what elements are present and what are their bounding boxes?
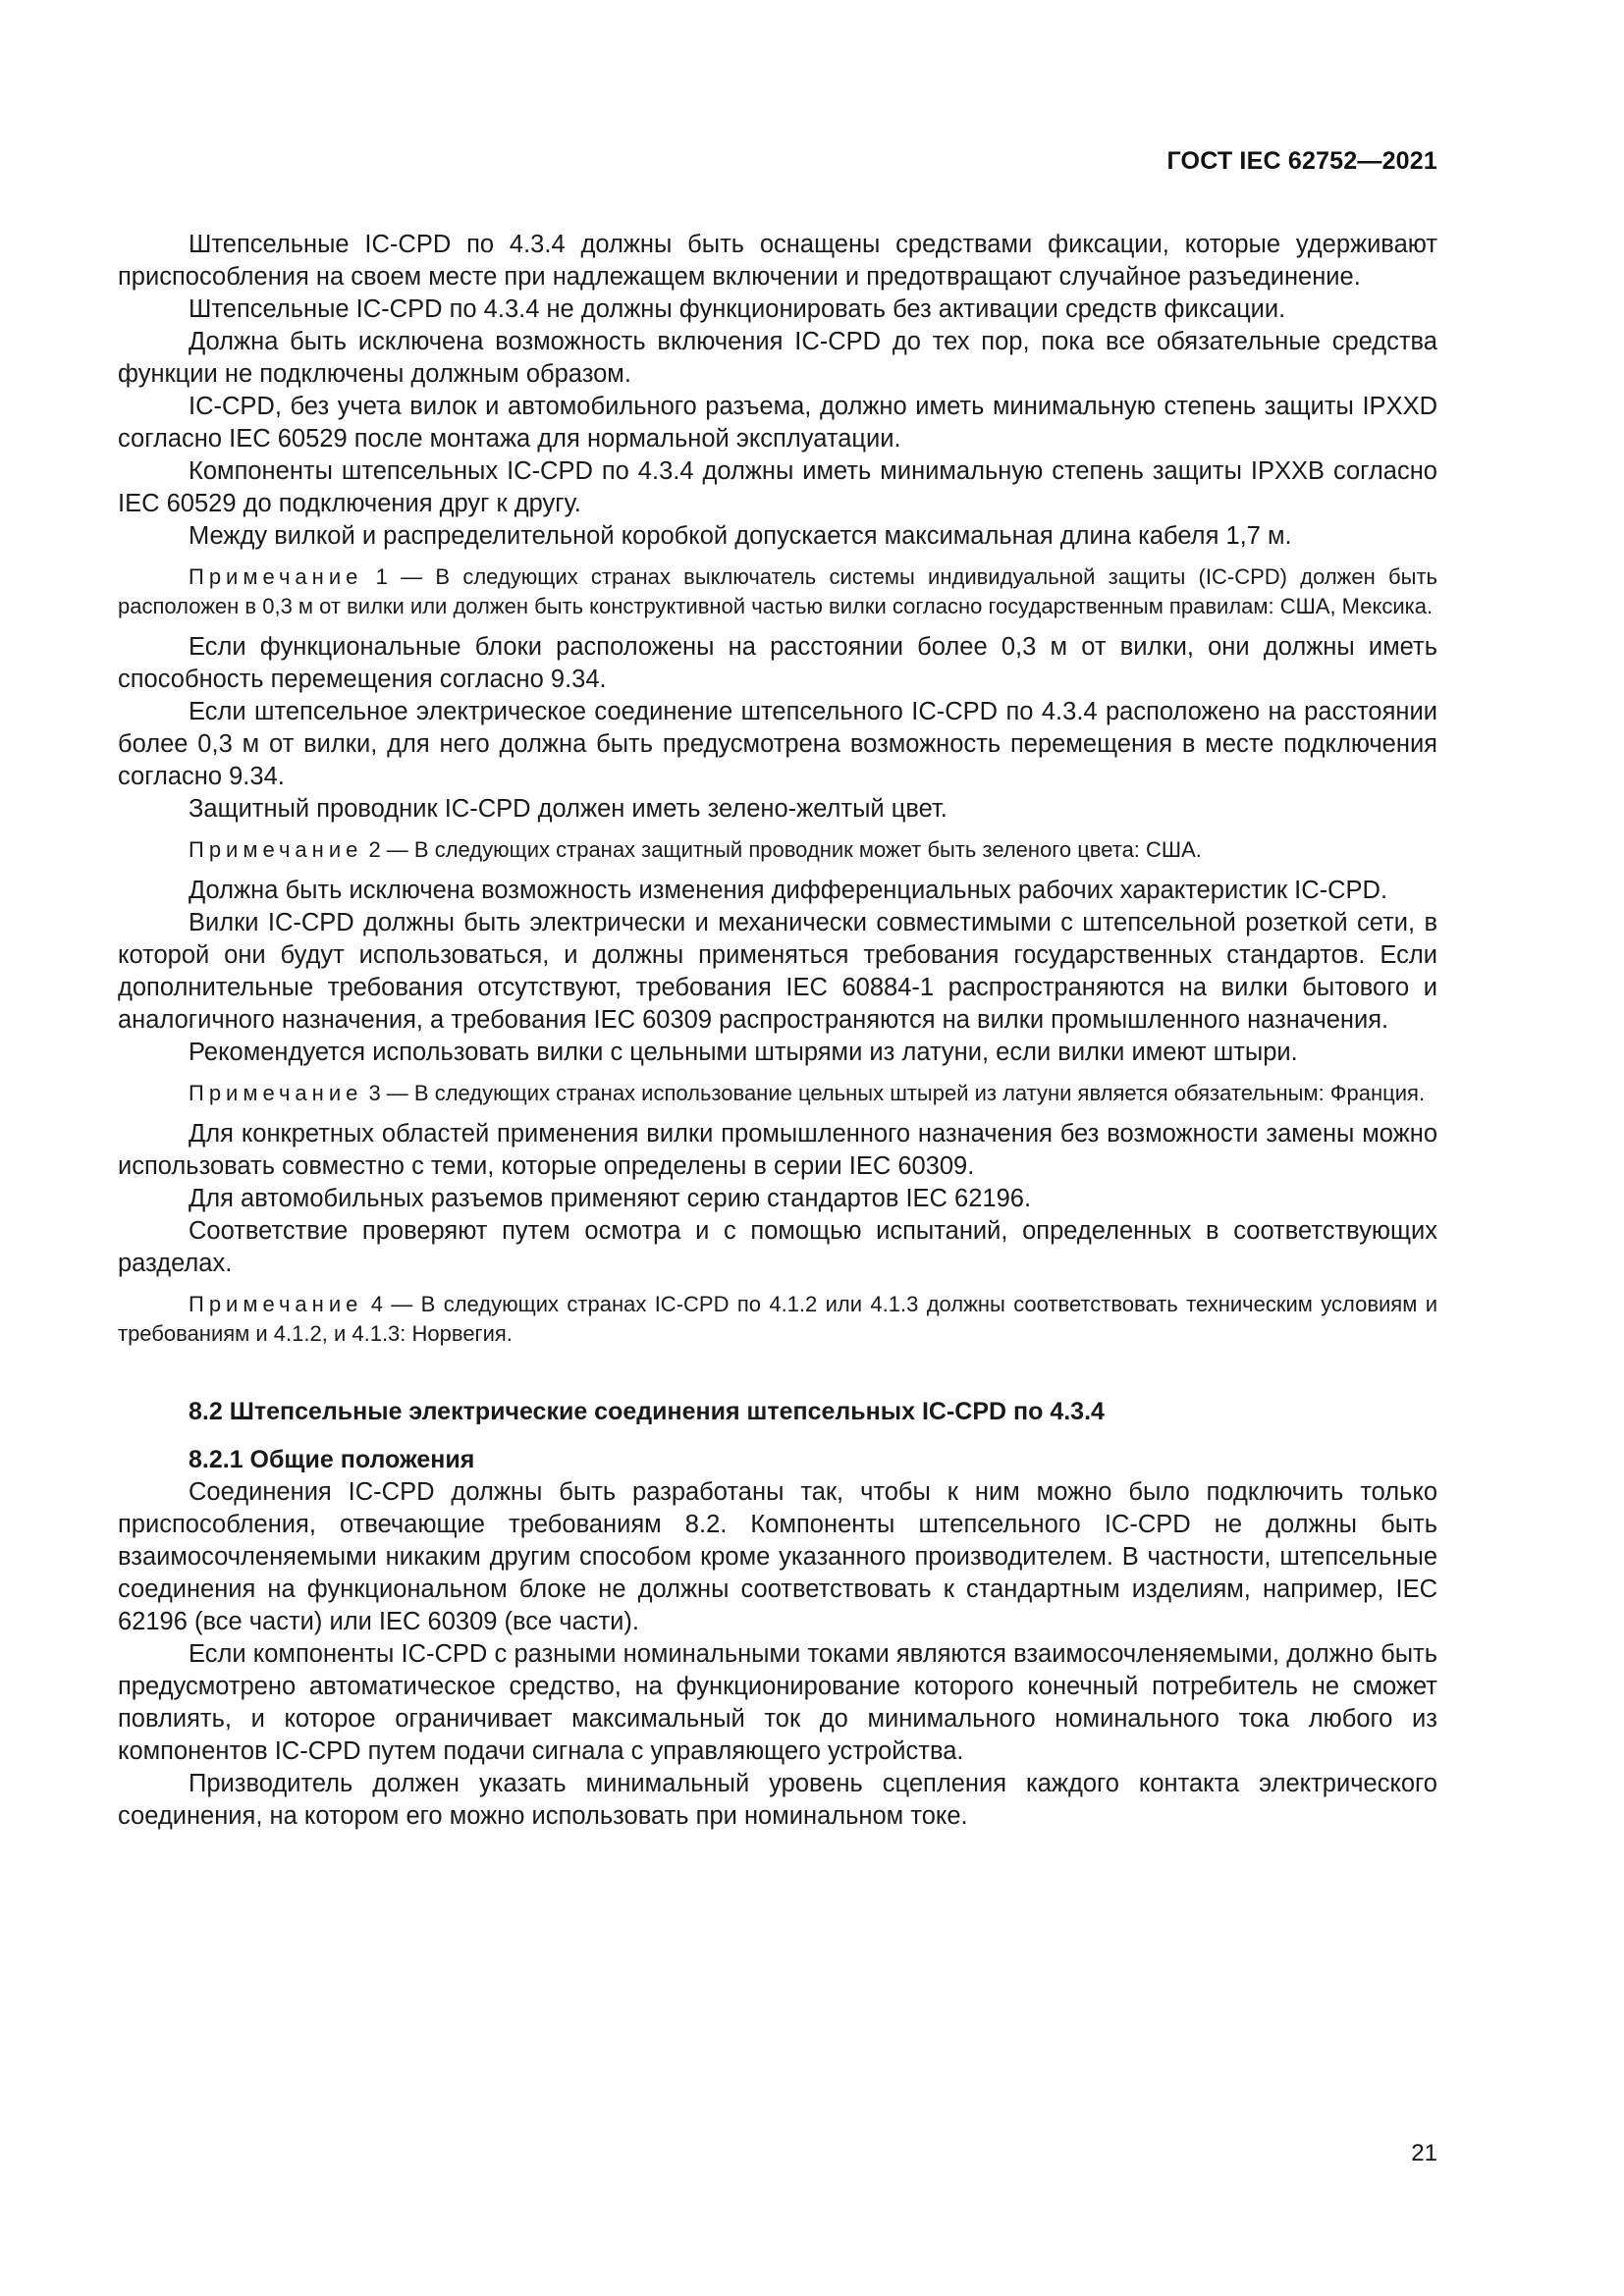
paragraph: Призводитель должен указать минимальный уровень сцепления каждого контакта электрического соединения, на котором его можно использовать при номинальном токе.	[118, 1770, 1437, 1830]
paragraph: Должна быть исключена возможность включения IC-CPD до тех пор, пока все обязательные средства функции не подключены должным образом.	[118, 328, 1437, 388]
paragraph: Вилки IC-CPD должны быть электрически и механически совместимыми с штепсельной розеткой сети, в которой они будут использоваться, и должны применяться требования государственных стандартов. Если дополнительные требования отсутствуют, требования IEC 60884-1 распространяются на вилки бытового и аналогичного назначения, а требования IEC 60309 распространяются на вилки промышленного назначения.	[118, 909, 1437, 1034]
page-content	[118, 229, 1437, 1833]
note-text: 2 — В следующих странах защитный проводник может быть зеленого цвета: США.	[362, 837, 1202, 862]
note-label: Примечание	[189, 1081, 363, 1105]
section-heading: 8.2 Штепсельные электрические соединения штепсельных IC-CPD по 4.3.4	[189, 1398, 1105, 1425]
paragraph: IC-CPD, без учета вилок и автомобильного разъема, должно иметь минимальную степень защиты IPXXD согласно IEC 60529 после монтажа для нормальной эксплуатации.	[118, 393, 1437, 453]
paragraph: Должна быть исключена возможность изменения дифференциальных рабочих характеристик IC-CPD.	[189, 877, 1388, 904]
note-2	[118, 835, 1437, 865]
paragraph: Если компоненты IC-CPD с разными номинальными токами являются взаимосочленяемыми, должно быть предусмотрено автоматическое средство, на функционирование которого конечный потребитель не сможет повлиять, и которое ограничивает максимальный ток до минимального номинального тока любого из компонентов IC-CPD путем подачи сигнала с управляющего устройства.	[118, 1640, 1437, 1765]
note-3	[118, 1079, 1437, 1108]
note-label: Примечание	[189, 837, 363, 862]
paragraph: Штепсельные IC-CPD по 4.3.4 не должны функционировать без активации средств фиксации.	[189, 295, 1286, 323]
note-text: 4 — В следующих странах IC-CPD по 4.1.2 или 4.1.3 должны соответствовать техническим условиям и требованиям и 4.1.2, и 4.1.3: Норвегия.	[118, 1292, 1437, 1346]
note-text: 3 — В следующих странах использование цельных штырей из латуни является обязательным: Франция.	[362, 1081, 1426, 1105]
note-text: 1 — В следующих странах выключатель системы индивидуальной защиты (IC-CPD) должен быть расположен в 0,3 м от вилки или должен быть конструктивной частью вилки согласно государственным правилам: США, Мексика.	[118, 564, 1437, 618]
paragraph: Соединения IC-CPD должны быть разработаны так, чтобы к ним можно было подключить только приспособления, отвечающие требованиям 8.2. Компоненты штепсельного IC-CPD не должны быть взаимосочленяемыми никаким другим способом кроме указанного производителем. В частности, штепсельные соединения на функциональном блоке не должны соответствовать к стандартным изделиям, например, IEC 62196 (все части) или IEC 60309 (все части).	[118, 1478, 1437, 1635]
page-number: 21	[1411, 2140, 1437, 2166]
paragraph: Компоненты штепсельных IC-CPD по 4.3.4 должны иметь минимальную степень защиты IPXXB согласно IEC 60529 до подключения друг к другу.	[118, 457, 1437, 517]
paragraph: Между вилкой и распределительной коробкой допускается максимальная длина кабеля 1,7 м.	[189, 522, 1292, 550]
note-label: Примечание	[189, 1292, 363, 1316]
note-1	[118, 562, 1437, 621]
note-label: Примечание	[189, 564, 363, 589]
paragraph: Штепсельные IC-CPD по 4.3.4 должны быть оснащены средствами фиксации, которые удерживают приспособления на своем месте при надлежащем включении и предотвращают случайное разъединение.	[118, 231, 1437, 291]
paragraph: Если функциональные блоки расположены на расстоянии более 0,3 м от вилки, они должны иметь способность перемещения согласно 9.34.	[118, 633, 1437, 693]
paragraph: Если штепсельное электрическое соединение штепсельного IC-CPD по 4.3.4 расположено на расстоянии более 0,3 м от вилки, для него должна быть предусмотрена возможность перемещения в месте подключения согласно 9.34.	[118, 698, 1437, 790]
paragraph: Для конкретных областей применения вилки промышленного назначения без возможности замены можно использовать совместно с теми, которые определены в серии IEC 60309.	[118, 1120, 1437, 1180]
standard-header: ГОСТ IEC 62752—2021	[1166, 147, 1437, 175]
subsection-heading: 8.2.1 Общие положения	[189, 1446, 475, 1473]
paragraph: Рекомендуется использовать вилки с цельными штырями из латуни, если вилки имеют штыри.	[189, 1039, 1298, 1066]
paragraph: Соответствие проверяют путем осмотра и с помощью испытаний, определенных в соответствующих разделах.	[118, 1217, 1437, 1277]
paragraph: Защитный проводник IC-CPD должен иметь зелено-желтый цвет.	[189, 795, 947, 823]
note-4	[118, 1290, 1437, 1349]
document-page	[118, 0, 1437, 2296]
paragraph: Для автомобильных разъемов применяют серию стандартов IEC 62196.	[189, 1185, 1032, 1212]
